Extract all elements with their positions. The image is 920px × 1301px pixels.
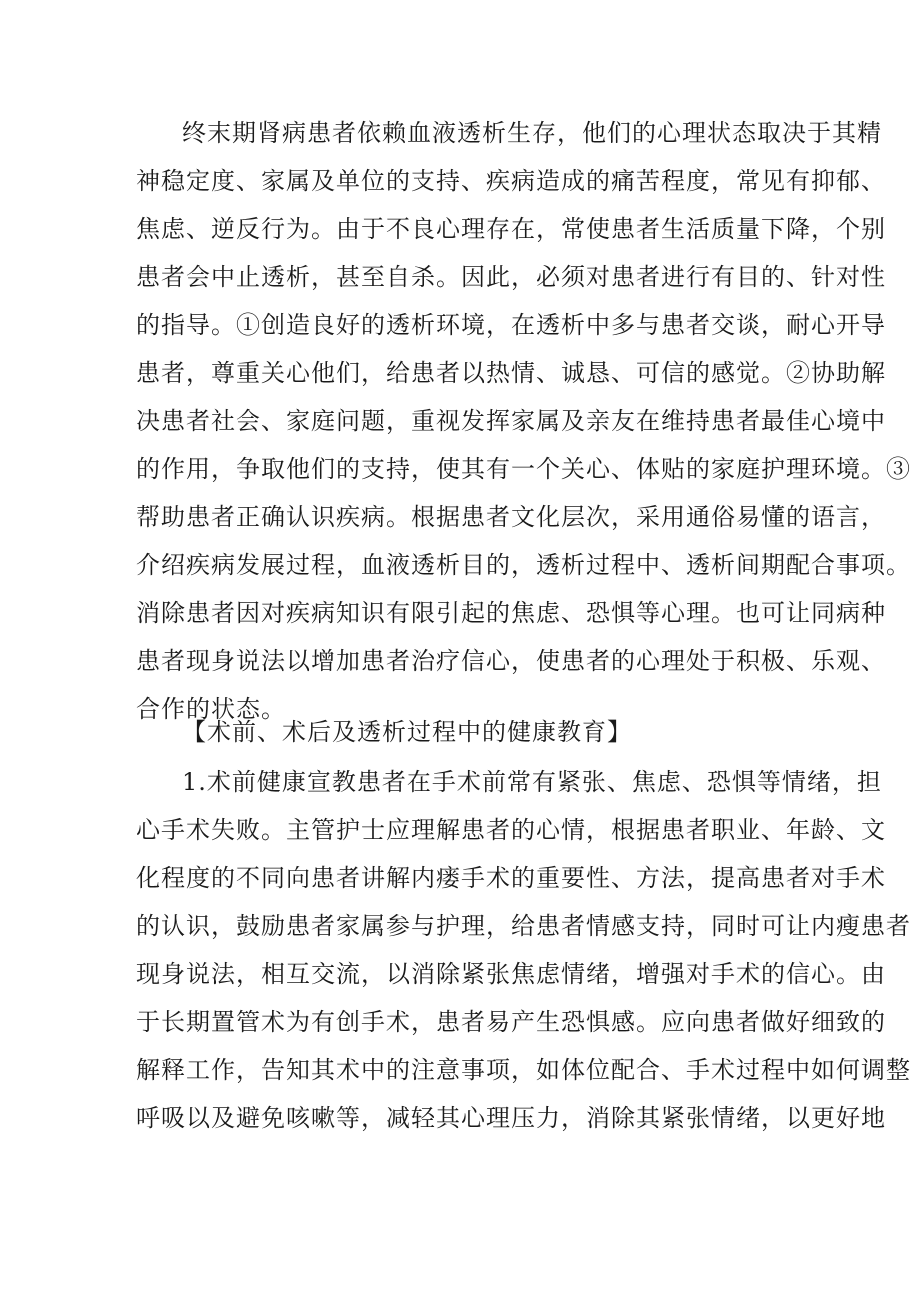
- text-line: 焦虑、逆反行为。由于不良心理存在，常使患者生活质量下降，个别: [136, 215, 886, 243]
- text-line: 现身说法，相互交流，以消除紧张焦虑情绪，增强对手术的信心。由: [136, 960, 886, 988]
- text-line: 消除患者因对疾病知识有限引起的焦虑、恐惧等心理。也可让同病种: [136, 599, 886, 627]
- text-line: 决患者社会、家庭问题，重视发挥家属及亲友在维持患者最佳心境中: [136, 407, 886, 435]
- text-line: 患者会中止透析，甚至自杀。因此，必须对患者进行有目的、针对性: [136, 263, 886, 291]
- text-line: 的指导。①创造良好的透析环境，在透析中多与患者交谈，耐心开导: [136, 311, 886, 339]
- text-line: 合作的状态。: [136, 695, 286, 723]
- text-line: 化程度的不同向患者讲解内瘘手术的重要性、方法，提高患者对手术: [136, 864, 886, 892]
- text-line: 解释工作，告知其术中的注意事项，如体位配合、手术过程中如何调整: [136, 1056, 911, 1084]
- text-line: 终末期肾病患者依赖血液透析生存，他们的心理状态取决于其精: [182, 119, 882, 147]
- text-line: 的作用，争取他们的支持，使其有一个关心、体贴的家庭护理环境。③: [136, 455, 911, 483]
- text-line: 神稳定度、家属及单位的支持、疾病造成的痛苦程度，常见有抑郁、: [136, 167, 886, 195]
- text-line: 呼吸以及避免咳嗽等，减轻其心理压力，消除其紧张情绪，以更好地: [136, 1104, 886, 1132]
- text-line: 1.术前健康宣教患者在手术前常有紧张、焦虑、恐惧等情绪，担: [182, 768, 882, 796]
- text-line: 介绍疾病发展过程，血液透析目的，透析过程中、透析间期配合事项。: [136, 551, 911, 579]
- text-line: 于长期置管术为有创手术，患者易产生恐惧感。应向患者做好细致的: [136, 1008, 886, 1036]
- text-line: 心手术失败。主管护士应理解患者的心情，根据患者职业、年龄、文: [136, 816, 886, 844]
- text-line: 患者，尊重关心他们，给患者以热情、诚恳、可信的感觉。②协助解: [136, 359, 886, 387]
- text-line: 的认识，鼓励患者家属参与护理，给患者情感支持，同时可让内瘦患者: [136, 912, 911, 940]
- text-line: 患者现身说法以增加患者治疗信心，使患者的心理处于积极、乐观、: [136, 647, 886, 675]
- text-line: 帮助患者正确认识疾病。根据患者文化层次，采用通俗易懂的语言，: [136, 503, 886, 531]
- section-heading: 【术前、术后及透析过程中的健康教育】: [182, 718, 632, 746]
